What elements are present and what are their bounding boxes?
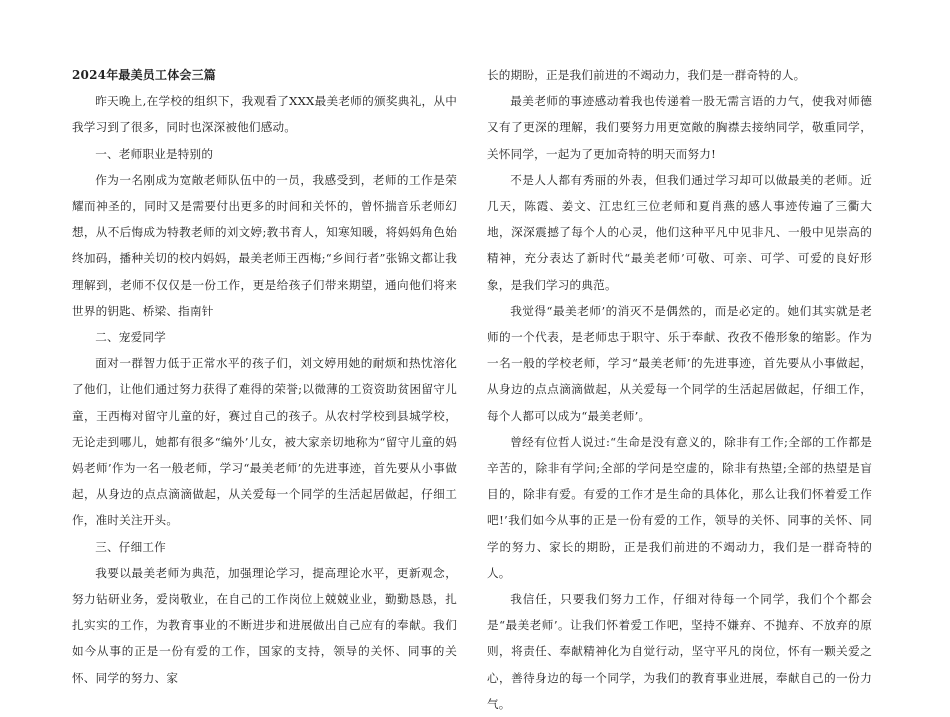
paragraph: 长的期盼，正是我们前进的不竭动力，我们是一群奇特的人。 [487, 68, 806, 82]
paragraph: 我要以最美老师为典范，加强理论学习，提高理论水平，更新观念，努力钻研业务，爱岗敬业，在自己的工作岗位上兢兢业业，勤勤恳恳，扎扎实实的工作，为教育事业的不断进步和进展做出自己应有的奉献。我们如今从事的正是一份有爱的工作，国家的支持，领导的关怀、同事的关怀、同学的努力、家 [72, 565, 457, 685]
paragraph: 我信任，只要我们努力工作，仔细对待每一个同学，我们个个都会是“最美老师’。让我们怀着爱工作吧，坚持不嫌弃、不抛弃、不放弃的原则，将责任、奉献精神化为自觉行动，坚守平凡的岗位，怀有一颗关爱之心，善待身边的每一个同学，为我们的教育事业进展，奉献自己的一份力气。 [487, 592, 872, 711]
right-column [487, 62, 872, 717]
paragraph: 不是人人都有秀丽的外表，但我们通过学习却可以做最美的老师。近几天，陈霞、姜文、江忠红三位老师和夏肖燕的感人事迹传遍了三衢大地，深深震撼了每个人的心灵，他们这种平凡中见非凡、一般中见崇高的精神，充分表达了新时代“最美老师’可敬、可亲、可学、可爱的良好形象，是我们学习的典范。 [487, 172, 872, 292]
right-body [487, 62, 872, 717]
paragraph: 最美老师的事迹感动着我也传递着一股无需言语的力气，使我对师德又有了更深的理解，我们要努力用更宽敞的胸襟去接纳同学，敬重同学，关怀同学，一起为了更加奇特的明天而努力! [487, 94, 872, 161]
section-heading: 三、仔细工作 [95, 539, 166, 554]
section-heading: 一、老师职业是特别的 [95, 146, 214, 161]
left-body [72, 88, 457, 691]
paragraph: 曾经有位哲人说过:“生命是没有意义的，除非有工作;全部的工作都是辛苦的，除非有学问;全部的学问是空虚的，除非有热望;全部的热望是盲目的，除非有爱。有爱的工作才是生命的具体化，那么让我们怀着爱工作吧!’我们如今从事的正是一份有爱的工作，领导的关怀、同事的关怀、同学的努力、家长的期盼，正是我们前进的不竭动力，我们是一群奇特的人。 [487, 434, 872, 580]
document-title: 2024年最美员工体会三篇 [72, 68, 216, 82]
section-heading: 二、宠爱同学 [95, 330, 166, 345]
paragraph: 作为一名刚成为宽敞老师队伍中的一员，我感受到，老师的工作是荣耀而神圣的，同时又是需要付出更多的时间和关怀的，曾怀揣音乐老师幻想，从不后悔成为特教老师的刘文婷;教书育人，知寒知暖，将妈妈角色始终加码，播种关切的校内妈妈，最美老师王西梅;“乡间行者”张锦文都让我理解到，老师不仅仅是一份工作，更是给孩子们带来期望，通向他们将来世界的钥匙、桥梁、指南针 [72, 172, 457, 318]
paragraph: 昨天晚上,在学校的组织下，我观看了XXX最美老师的颁奖典礼，从中我学习到了很多，同时也深深被他们感动。 [72, 94, 457, 135]
paragraph: 面对一群智力低于正常水平的孩子们，刘文婷用她的耐烦和热忱溶化了他们，让他们通过努力获得了难得的荣誉;以微薄的工资资助贫困留守儿童，王西梅对留守儿童的好，赛过自己的孩子。从农村学校到县城学校，无论走到哪儿，她都有很多“编外’儿女，被大家亲切地称为“留守儿童的妈妈老师’作为一名一般老师，学习“最美老师’的先进事迹，首先要从小事做起，从身边的点点滴滴做起，从关爱每一个同学的生活起居做起，仔细工作，准时关注开头。 [72, 356, 457, 528]
paragraph: 我觉得“最美老师’的消灭不是偶然的，而是必定的。她们其实就是老师的一个代表，是老师忠于职守、乐于奉献、孜孜不倦形象的缩影。作为一名一般的学校老师，学习“最美老师’的先进事迹，首先要从小事做起，从身边的点点滴滴做起，从关爱每一个同学的生活起居做起，仔细工作，每个人都可以成为“最美老师’。 [487, 303, 872, 423]
left-column [72, 62, 457, 691]
